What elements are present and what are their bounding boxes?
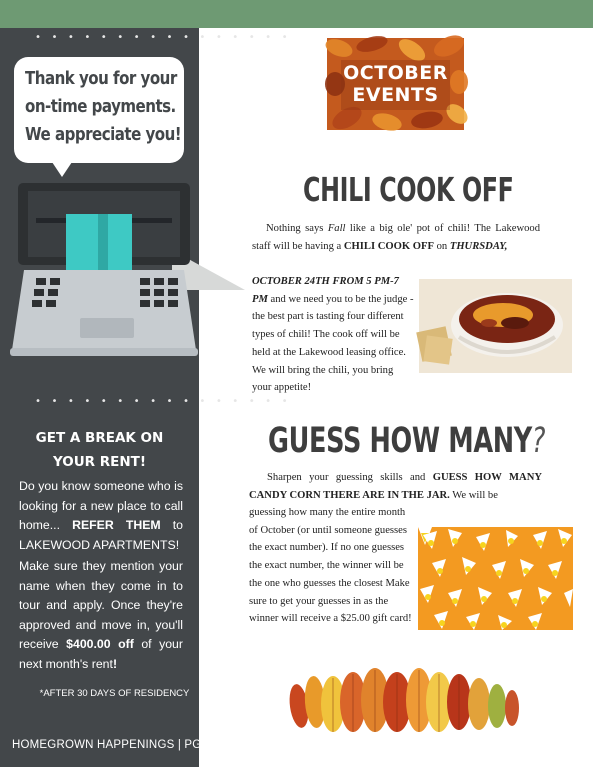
chili-intro-paragraph: Nothing says Fall like a big ole' pot of chili! The Lakewood staff will be having a CHILI COOK OFF on THURSDAY,: [252, 223, 540, 252]
dotted-divider: • • • • • • • • • • • • • • • •: [35, 396, 290, 407]
guess-intro-paragraph: Sharpen your guessing skills and GUESS HOW MANY CANDY CORN THERE ARE IN THE JAR. We will be: [249, 472, 543, 501]
top-accent-bar: [0, 0, 593, 28]
thank-you-message: Thank you for your on-time payments. We appreciate you!: [25, 69, 182, 145]
fall-leaves-decoration: [283, 660, 523, 740]
guess-details-paragraph: guessing how many the entire month of October (or until someone guesses the exact number). If no one guesses the exact number, the winner will be the one who guesses the closest Make sure to get your guesses in as the winner will receive a $25.00 gift card!: [249, 507, 412, 625]
october-events-banner: [327, 38, 464, 130]
thank-you-speech-bubble: [14, 57, 184, 163]
guess-how-many-title: GUESS HOW MANY?: [268, 421, 546, 461]
sidebar: [0, 28, 290, 767]
referral-heading: GET A BREAK ON YOUR RENT!: [35, 430, 164, 470]
residency-note: *AFTER 30 DAYS OF RESIDENCY: [39, 688, 190, 699]
laptop-payment-illustration: [0, 178, 245, 368]
page-footer: HOMEGROWN HAPPENINGS | PG. 2: [12, 739, 215, 751]
referral-paragraph: Do you know someone who is looking for a new place to call home... REFER THEM to LAKEWOOD APARTMENTS!: [19, 479, 183, 552]
chili-bowl-photo: [419, 279, 572, 373]
referral-details-paragraph: Make sure they mention your name when they come in to tour and apply. Once they're approved and move in, you'll receive $400.00 off of your next month's rent!: [19, 559, 183, 671]
chili-cook-off-title: CHILI COOK OFF: [303, 170, 514, 209]
candy-corn-photo: [418, 527, 573, 630]
dotted-divider: • • • • • • • • • • • • • • • •: [35, 32, 290, 43]
banner-title: OCTOBER EVENTS: [343, 62, 448, 106]
chili-details-paragraph: OCTOBER 24TH FROM 5 PM-7 PM and we need you to be the judge - the best part is tasting four different types of chili! The cook off will be held at the Lakewood leasing office. We will bring the chili, you bring your appetite!: [252, 276, 414, 394]
